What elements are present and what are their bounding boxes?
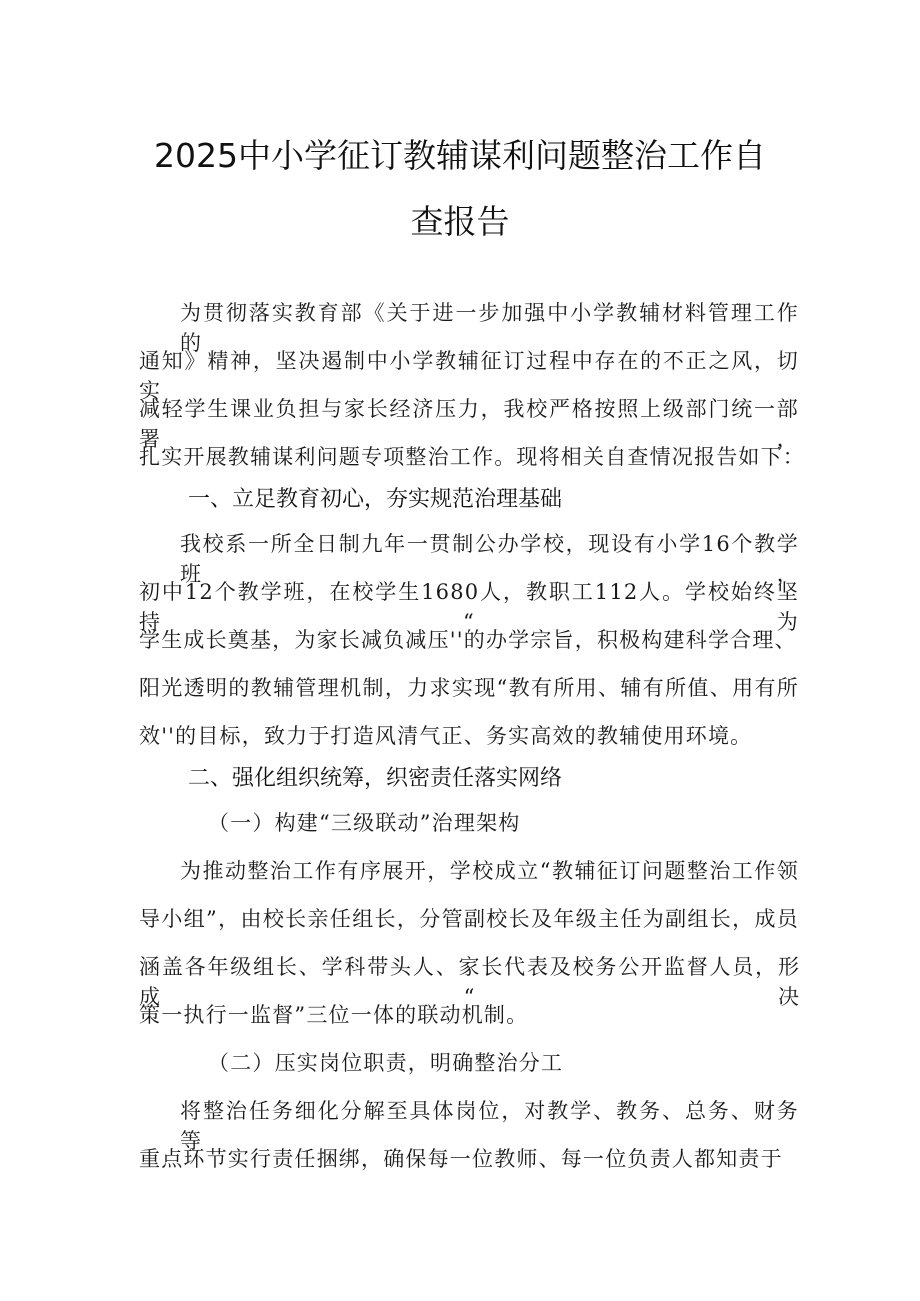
- section-2-sub-1-heading: （一）构建“三级联动”治理架构: [208, 811, 521, 835]
- section-2-sub-2-line-2: 重点环节实行责任捆绑，确保每一位教师、每一位负责人都知责于: [139, 1147, 783, 1171]
- section-1-heading: 一、立足教育初心，夯实规范治理基础: [188, 487, 563, 512]
- section-2-sub-1-line-1: 为推动整治工作有序展开，学校成立“教辅征订问题整治工作领: [180, 859, 799, 883]
- section-2-sub-1-line-3: 涵盖各年级组长、学科带头人、家长代表及校务公开监督人员，形成“决: [139, 955, 799, 1009]
- intro-line-1: 为贯彻落实教育部《关于进一步加强中小学教辅材料管理工作的: [180, 301, 799, 355]
- section-2-sub-1-line-2: 导小组”，由校长亲任组长，分管副校长及年级主任为副组长，成员: [139, 907, 799, 931]
- intro-line-2: 通知》精神，坚决遏制中小学教辅征订过程中存在的不正之风，切实: [139, 349, 799, 403]
- section-2-sub-1-line-4: 策一执行一监督”三位一体的联动机制。: [139, 1003, 529, 1027]
- section-1-line-3: 学生成长奠基，为家长减负减压''的办学宗旨，积极构建科学合理、: [139, 628, 797, 652]
- section-1-line-2: 初中12个教学班，在校学生1680人，教职工112人。学校始终坚持“为: [139, 580, 799, 634]
- section-1-line-5: 效''的目标，致力于打造风清气正、务实高效的教辅使用环境。: [139, 724, 753, 748]
- section-2-sub-2-heading: （二）压实岗位职责，明确整治分工: [208, 1051, 564, 1075]
- section-1-line-1: 我校系一所全日制九年一贯制公办学校，现设有小学16个教学班，: [180, 532, 799, 586]
- intro-line-3: 减轻学生课业负担与家长经济压力，我校严格按照上级部门统一部署，: [139, 397, 799, 451]
- section-2-sub-2-line-1: 将整治任务细化分解至具体岗位，对教学、教务、总务、财务等: [180, 1099, 799, 1153]
- section-2-heading: 二、强化组织统筹，织密责任落实网络: [188, 766, 563, 791]
- intro-line-4: 扎实开展教辅谋利问题专项整治工作。现将相关自查情况报告如下：: [139, 445, 805, 469]
- document-title-line-1: 2025中小学征订教辅谋利问题整治工作自: [154, 136, 766, 175]
- document-title-line-2: 查报告: [410, 202, 510, 241]
- section-1-line-4: 阳光透明的教辅管理机制，力求实现“教有所用、辅有所值、用有所: [139, 676, 799, 700]
